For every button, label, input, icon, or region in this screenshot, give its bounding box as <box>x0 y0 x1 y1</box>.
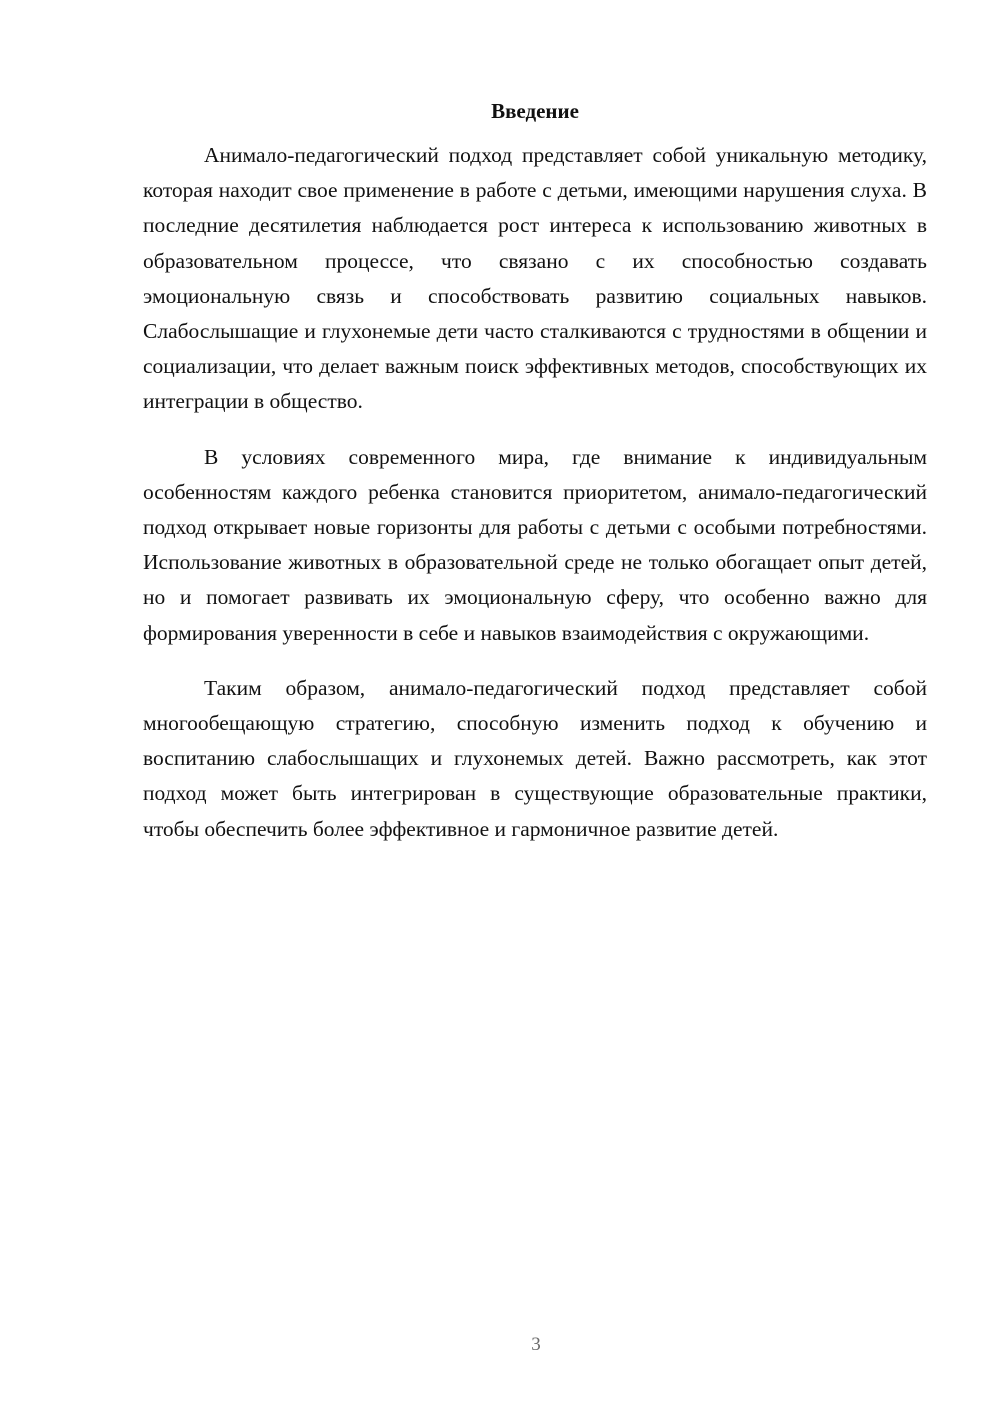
paragraph-1: Анимало-педагогический подход представляет собой уникальную методику, которая находит свое применение в работе с детьми, имеющими нарушения слуха. В последние десятилетия наблюдается рост интереса к использованию животных в образовательном процессе, что связано с их способностью создавать эмоциональную связь и способствовать развитию социальных навыков. Слабослышащие и глухонемые дети часто сталкиваются с трудностями в общении и социализации, что делает важным поиск эффективных методов, способствующих их интеграции в общество. <box>143 143 927 414</box>
section-title: Введение <box>491 99 579 123</box>
paragraph-2: В условиях современного мира, где внимание к индивидуальным особенностям каждого ребенка становится приоритетом, анимало-педагогический подход открывает новые горизонты для работы с детьми с особыми потребностями. Использование животных в образовательной среде не только обогащает опыт детей, но и помогает развивать их эмоциональную сферу, что особенно важно для формирования уверенности в себе и навыков взаимодействия с окружающими. <box>143 444 927 645</box>
page-content <box>143 96 927 847</box>
page-number: 3 <box>531 1334 541 1355</box>
paragraph-3: Таким образом, анимало-педагогический подход представляет собой многообещающую стратегию, способную изменить подход к обучению и воспитанию слабослышащих и глухонемых детей. Важно рассмотреть, как этот подход может быть интегрирован в существующие образовательные практики, чтобы обеспечить более эффективное и гармоничное развитие детей. <box>143 675 927 841</box>
